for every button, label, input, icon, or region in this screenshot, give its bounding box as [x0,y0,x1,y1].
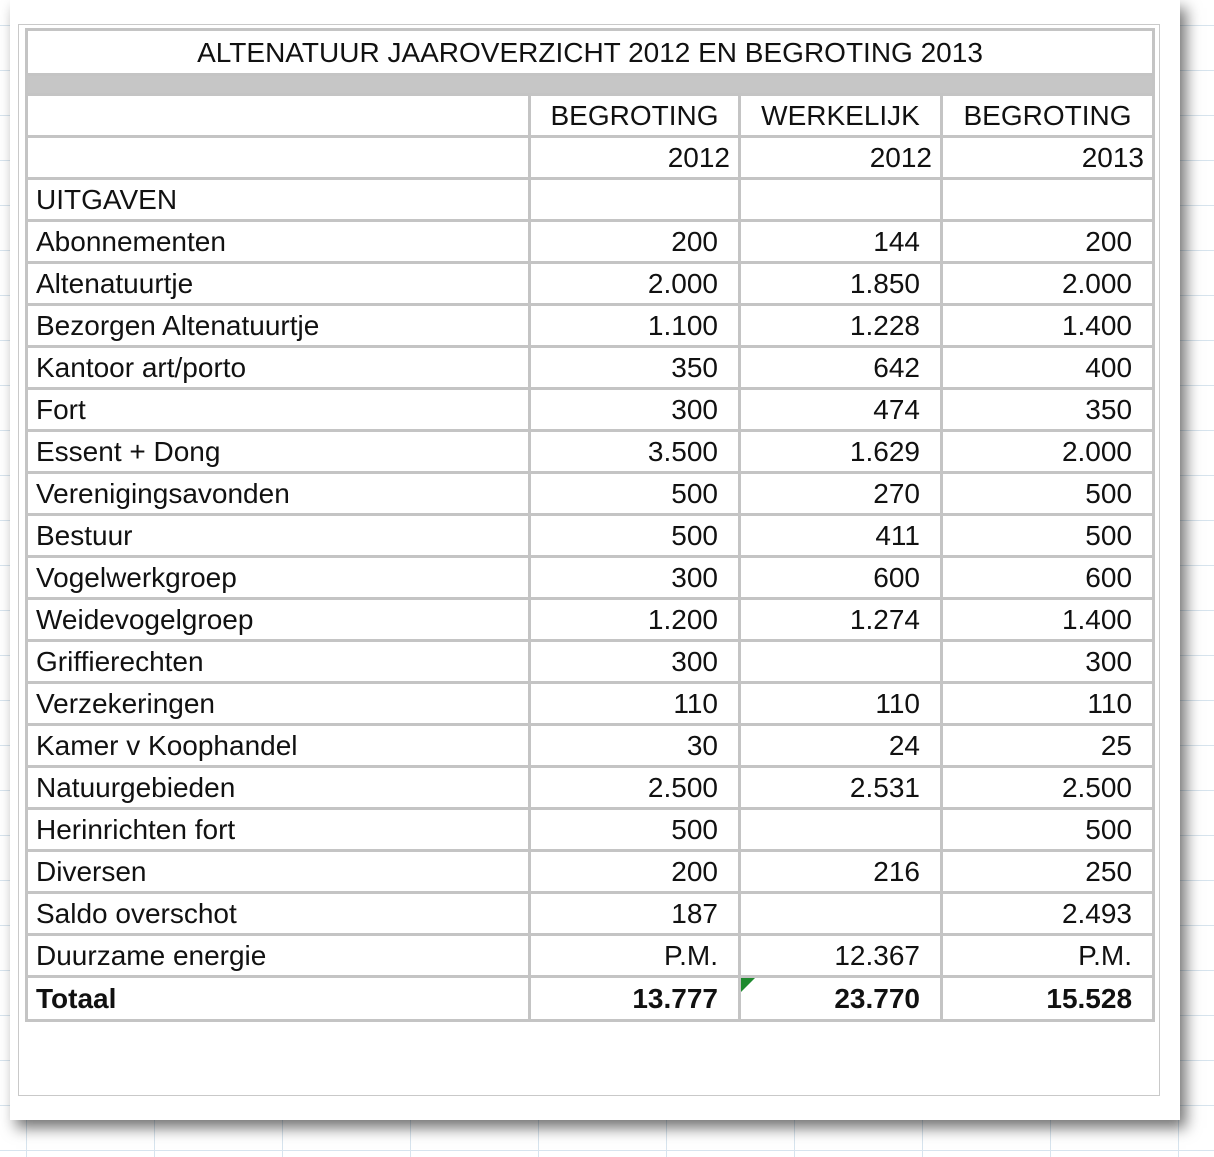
header-empty-cell [27,137,530,179]
value-begroting-2012: 200 [530,221,740,263]
value-begroting-2013: 200 [942,221,1154,263]
value-werkelijk-2012: 144 [740,221,942,263]
header-row-labels [27,95,1154,137]
row-label: Altenatuurtje [27,263,530,305]
value-begroting-2013: 350 [942,389,1154,431]
table-row [27,641,1154,683]
table-row [27,515,1154,557]
header-empty-cell [27,95,530,137]
table-row [27,305,1154,347]
value-begroting-2013: 1.400 [942,305,1154,347]
row-label: Diversen [27,851,530,893]
row-label: Abonnementen [27,221,530,263]
table-row [27,473,1154,515]
table-row [27,557,1154,599]
row-label: Griffierechten [27,641,530,683]
value-werkelijk-2012: 270 [740,473,942,515]
value-werkelijk-2012 [740,641,942,683]
total-werkelijk-text: 23.770 [834,983,920,1014]
value-begroting-2013: 300 [942,641,1154,683]
value-begroting-2013: 2.500 [942,767,1154,809]
value-begroting-2013: 2.000 [942,263,1154,305]
total-row [27,977,1154,1021]
value-werkelijk-2012: 1.850 [740,263,942,305]
title-row [27,30,1154,75]
column-year-begroting-2012: 2012 [530,137,740,179]
total-value-begroting-2012: 13.777 [530,977,740,1021]
value-begroting-2013: 500 [942,515,1154,557]
table-row [27,599,1154,641]
table-row [27,809,1154,851]
value-werkelijk-2012: 216 [740,851,942,893]
value-begroting-2013: 110 [942,683,1154,725]
row-label: Natuurgebieden [27,767,530,809]
row-label: Kantoor art/porto [27,347,530,389]
row-label: Verenigingsavonden [27,473,530,515]
value-begroting-2013: 250 [942,851,1154,893]
value-begroting-2012: 187 [530,893,740,935]
table-row [27,893,1154,935]
value-begroting-2013: 500 [942,473,1154,515]
table-row [27,389,1154,431]
value-werkelijk-2012: 1.228 [740,305,942,347]
table-row [27,935,1154,977]
value-begroting-2012: 2.500 [530,767,740,809]
row-label: Vogelwerkgroep [27,557,530,599]
value-werkelijk-2012 [740,809,942,851]
row-label: Bezorgen Altenatuurtje [27,305,530,347]
column-year-begroting-2013: 2013 [942,137,1154,179]
value-begroting-2013: 600 [942,557,1154,599]
total-value-werkelijk-2012 [740,977,942,1021]
table-row [27,221,1154,263]
table-row [27,851,1154,893]
column-year-werkelijk-2012: 2012 [740,137,942,179]
section-label: UITGAVEN [27,179,530,221]
value-begroting-2013: 2.000 [942,431,1154,473]
budget-table [25,28,1155,1022]
value-begroting-2012: 1.100 [530,305,740,347]
table-title: ALTENATUUR JAAROVERZICHT 2012 EN BEGROTING 2013 [27,30,1154,75]
value-begroting-2013: 25 [942,725,1154,767]
table-row [27,347,1154,389]
table-row [27,767,1154,809]
table-row [27,431,1154,473]
value-begroting-2012: 500 [530,515,740,557]
value-begroting-2013: 500 [942,809,1154,851]
value-begroting-2012: 300 [530,389,740,431]
value-begroting-2012: 110 [530,683,740,725]
row-label: Bestuur [27,515,530,557]
empty-cell [942,179,1154,221]
empty-cell [530,179,740,221]
value-werkelijk-2012: 1.629 [740,431,942,473]
value-werkelijk-2012 [740,893,942,935]
empty-cell [740,179,942,221]
row-label: Fort [27,389,530,431]
value-begroting-2012: 200 [530,851,740,893]
header-row-years [27,137,1154,179]
value-werkelijk-2012: 600 [740,557,942,599]
spacer-row [27,75,1154,95]
value-begroting-2012: P.M. [530,935,740,977]
value-begroting-2012: 2.000 [530,263,740,305]
value-begroting-2013: 1.400 [942,599,1154,641]
value-werkelijk-2012: 474 [740,389,942,431]
value-begroting-2013: P.M. [942,935,1154,977]
comment-marker-icon[interactable] [741,978,755,992]
table-row [27,263,1154,305]
row-label: Duurzame energie [27,935,530,977]
column-header-begroting-2012: BEGROTING [530,95,740,137]
total-label: Totaal [27,977,530,1021]
value-begroting-2012: 1.200 [530,599,740,641]
value-werkelijk-2012: 1.274 [740,599,942,641]
value-begroting-2013: 2.493 [942,893,1154,935]
total-value-begroting-2013: 15.528 [942,977,1154,1021]
value-begroting-2012: 300 [530,641,740,683]
row-label: Essent + Dong [27,431,530,473]
value-werkelijk-2012: 24 [740,725,942,767]
value-werkelijk-2012: 411 [740,515,942,557]
value-werkelijk-2012: 2.531 [740,767,942,809]
column-header-begroting-2013: BEGROTING [942,95,1154,137]
value-werkelijk-2012: 110 [740,683,942,725]
table-row [27,725,1154,767]
row-label: Weidevogelgroep [27,599,530,641]
value-begroting-2012: 3.500 [530,431,740,473]
value-werkelijk-2012: 642 [740,347,942,389]
table-row [27,683,1154,725]
value-begroting-2012: 500 [530,473,740,515]
value-begroting-2012: 300 [530,557,740,599]
spacer-cell [27,75,1154,95]
budget-table-body [27,30,1154,1021]
section-row [27,179,1154,221]
value-werkelijk-2012: 12.367 [740,935,942,977]
value-begroting-2012: 30 [530,725,740,767]
value-begroting-2013: 400 [942,347,1154,389]
row-label: Verzekeringen [27,683,530,725]
column-header-werkelijk-2012: WERKELIJK [740,95,942,137]
value-begroting-2012: 350 [530,347,740,389]
value-begroting-2012: 500 [530,809,740,851]
row-label: Kamer v Koophandel [27,725,530,767]
row-label: Herinrichten fort [27,809,530,851]
row-label: Saldo overschot [27,893,530,935]
